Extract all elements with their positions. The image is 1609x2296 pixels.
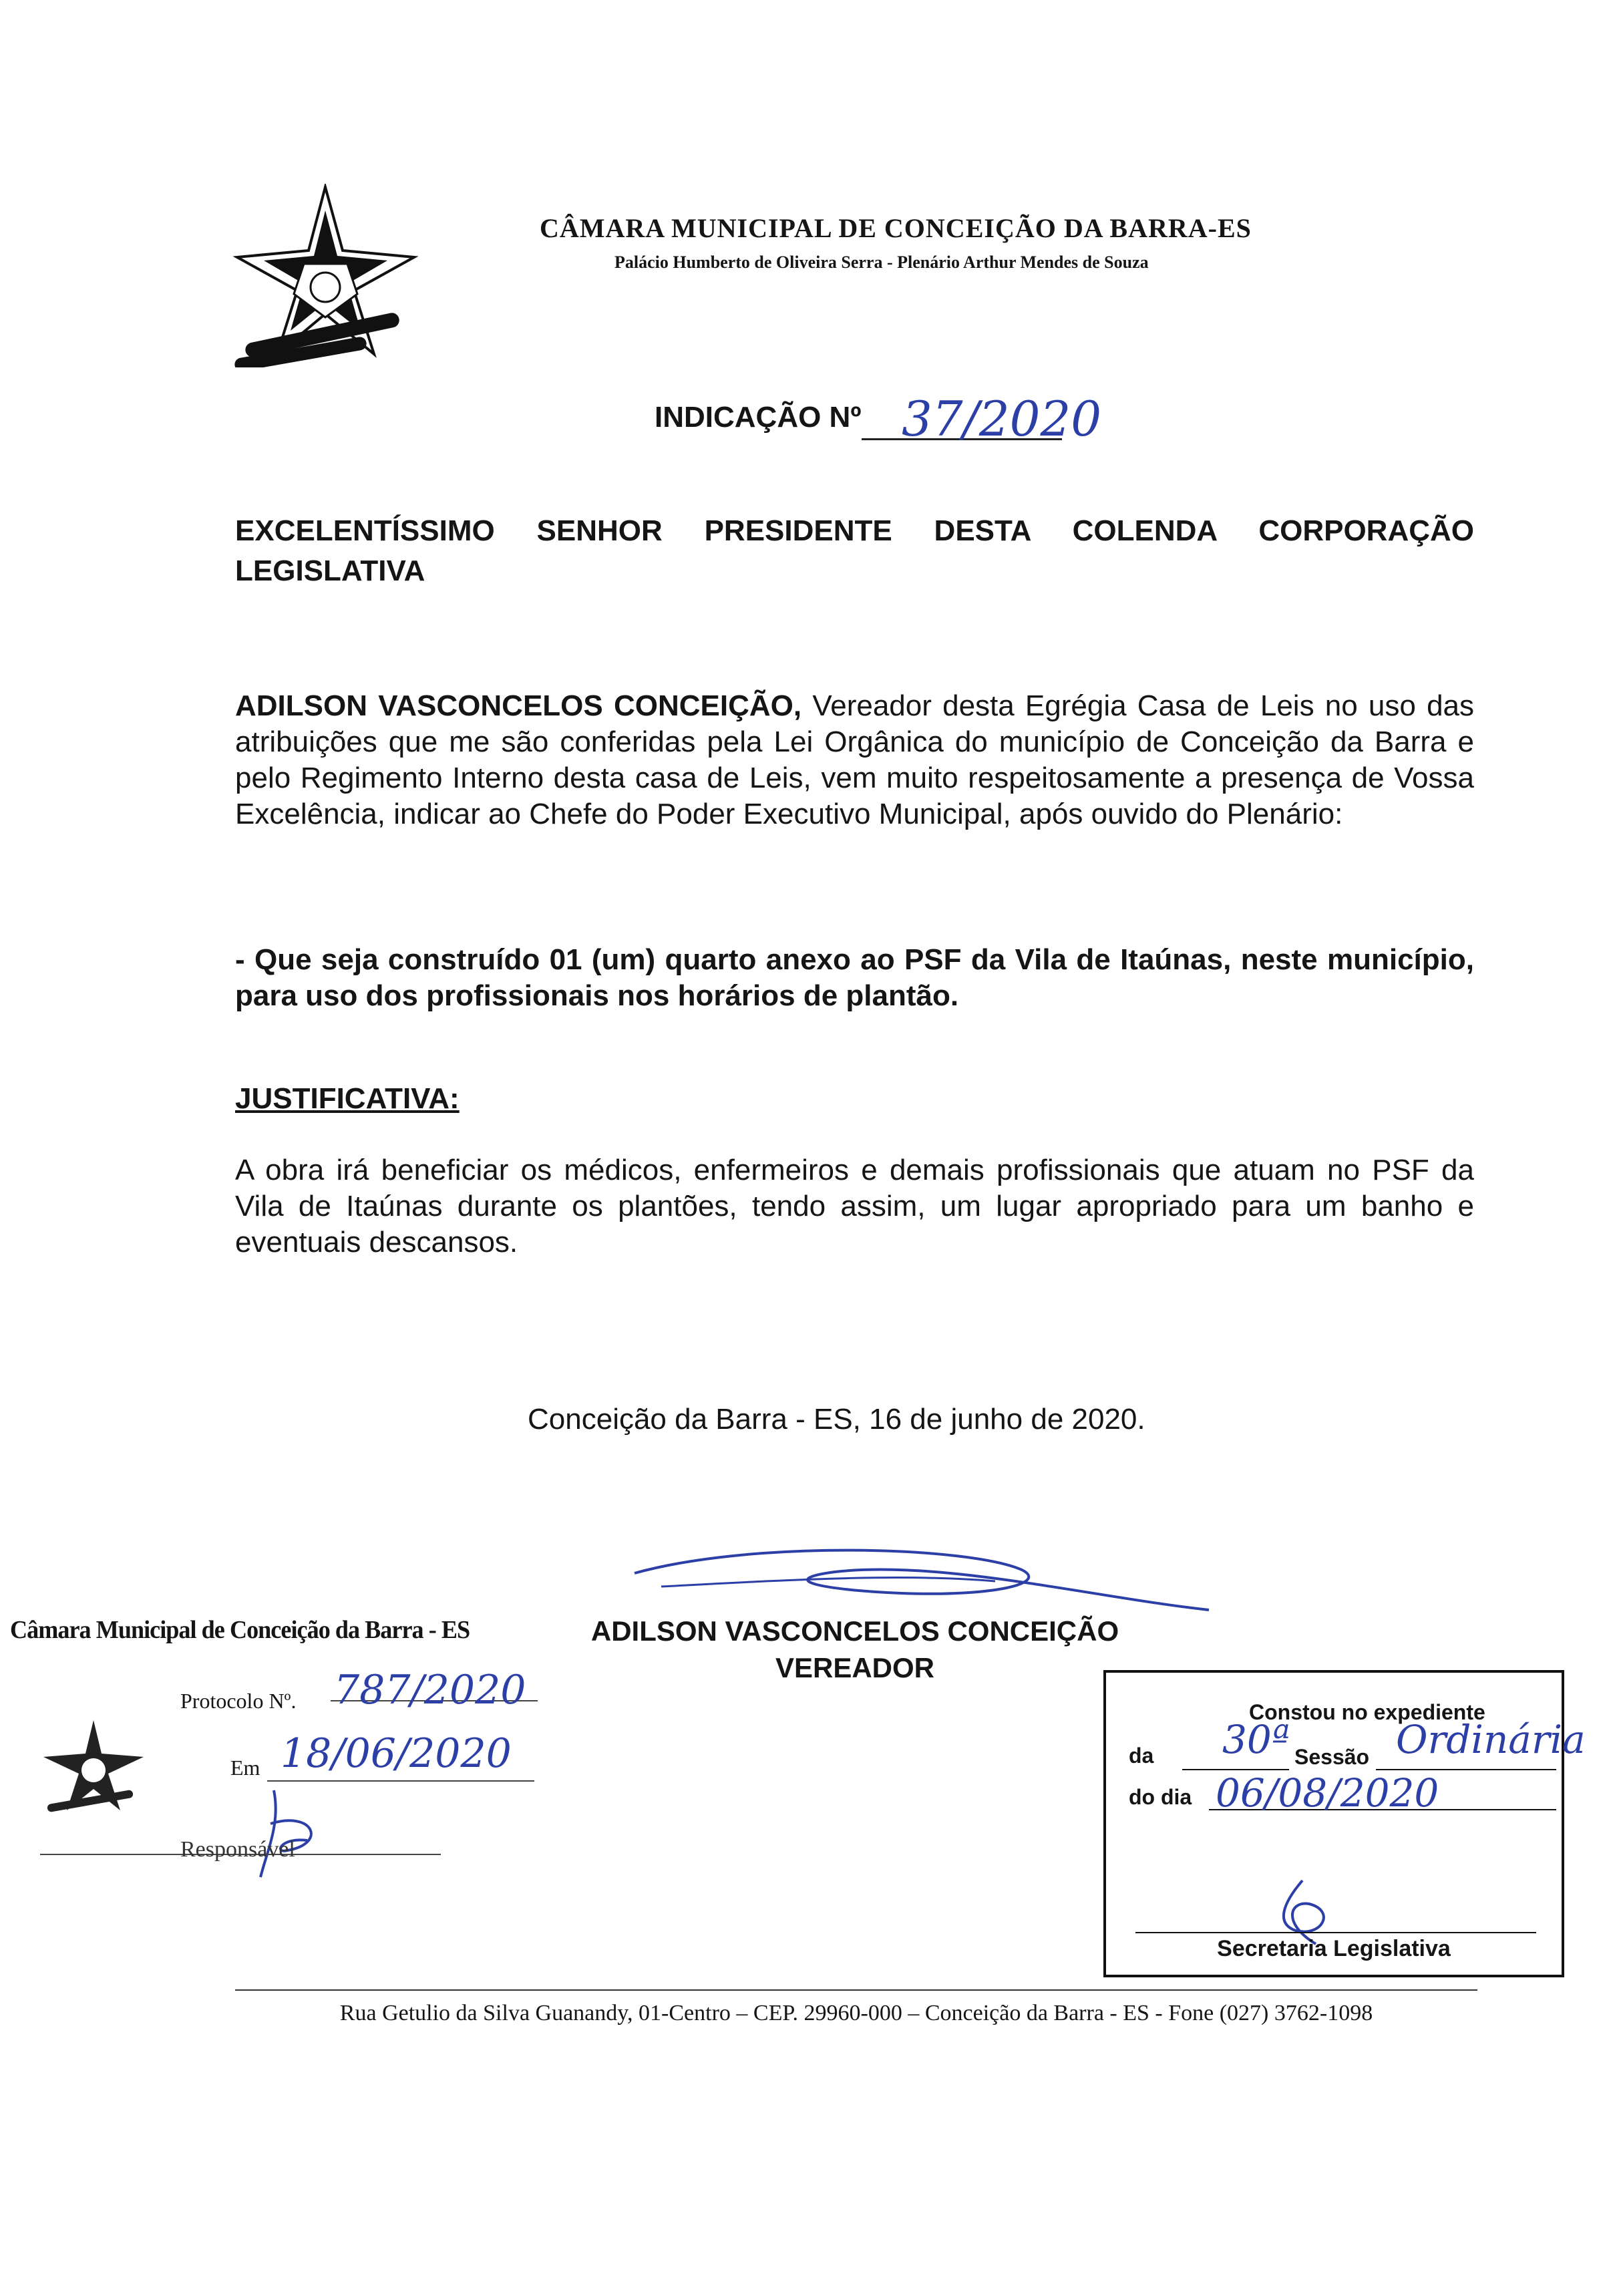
request-paragraph: - Que seja construído 01 (um) quarto anexo ao PSF da Vila de Itaúnas, neste município, para uso dos profissionais nos horários de plantão. (235, 943, 1474, 1012)
protocol-initials-scrawl (234, 1784, 367, 1884)
expediente-footer: Secretaria Legislativa (1217, 1936, 1451, 1961)
intro-text: Vereador desta Egrégia Casa de Leis no uso das atribuições que me são conferidas pela Lei Orgânica do município de Conceição da Barra e pelo Regimento Interno desta casa de Leis, vem muito respeitosamente a presença de Vossa Excelência, indicar ao Chefe do Poder Executivo Municipal, após ouvido do Plenário: (235, 689, 1475, 830)
protocol-date-label: Em (230, 1756, 260, 1780)
responsible-label: Responsável (180, 1837, 295, 1862)
signature-scrawl (621, 1533, 1222, 1627)
expediente-title: Constou no expediente (1249, 1700, 1485, 1724)
expediente-date: 06/08/2020 (1216, 1770, 1439, 1816)
chamber-star-logo (230, 184, 421, 367)
protocol-number: 787/2020 (334, 1667, 526, 1713)
protocol-stamp-house: Câmara Municipal de Conceição da Barra - ES (10, 1616, 470, 1644)
protocol-stamp-star-icon (27, 1717, 160, 1817)
expediente-session-type: Ordinária (1396, 1717, 1586, 1762)
protocol-date: 18/06/2020 (281, 1730, 512, 1777)
signer-role: VEREADOR (775, 1652, 935, 1683)
expediente-signature-line (1135, 1932, 1536, 1933)
document-title-label: INDICAÇÃO Nº (655, 401, 862, 434)
institution-subtitle: Palácio Humberto de Oliveira Serra - Plenário Arthur Mendes de Souza (614, 253, 1149, 272)
councilor-name: ADILSON VASCONCELOS CONCEIÇÃO, (235, 689, 802, 722)
addressee: EXCELENTÍSSIMO SENHOR PRESIDENTE DESTA COLENDA CORPORAÇÃO LEGISLATIVA (235, 514, 1474, 587)
protocol-label: Protocolo Nº. (180, 1689, 297, 1713)
justification-paragraph: A obra irá beneficiar os médicos, enfermeiros e demais profissionais que atuam no PSF da Vila de Itaúnas durante os plantões, tendo assim, um lugar apropriado para um banho e eventuais descansos. (235, 1154, 1474, 1259)
expediente-session-label: Sessão (1294, 1745, 1370, 1769)
expediente-day-label: do dia (1129, 1785, 1192, 1809)
footer-rule (235, 1989, 1477, 1991)
signer-name: ADILSON VASCONCELOS CONCEIÇÃO (590, 1615, 1119, 1647)
protocol-date-line (267, 1780, 534, 1782)
document-number: 37/2020 (902, 391, 1102, 447)
footer-address: Rua Getulio da Silva Guanandy, 01-Centro – CEP. 29960-000 – Conceição da Barra - ES - Fone (027) 3762-1098 (339, 2001, 1373, 2025)
justification-heading: JUSTIFICATIVA: (235, 1082, 460, 1115)
institution-name: CÂMARA MUNICIPAL DE CONCEIÇÃO DA BARRA-ES (540, 213, 1252, 243)
expediente-session-number: 30ª (1222, 1717, 1290, 1762)
expediente-da-label: da (1129, 1744, 1154, 1768)
intro-paragraph (235, 688, 1474, 832)
date-line: Conceição da Barra - ES, 16 de junho de 2020. (528, 1403, 1145, 1436)
